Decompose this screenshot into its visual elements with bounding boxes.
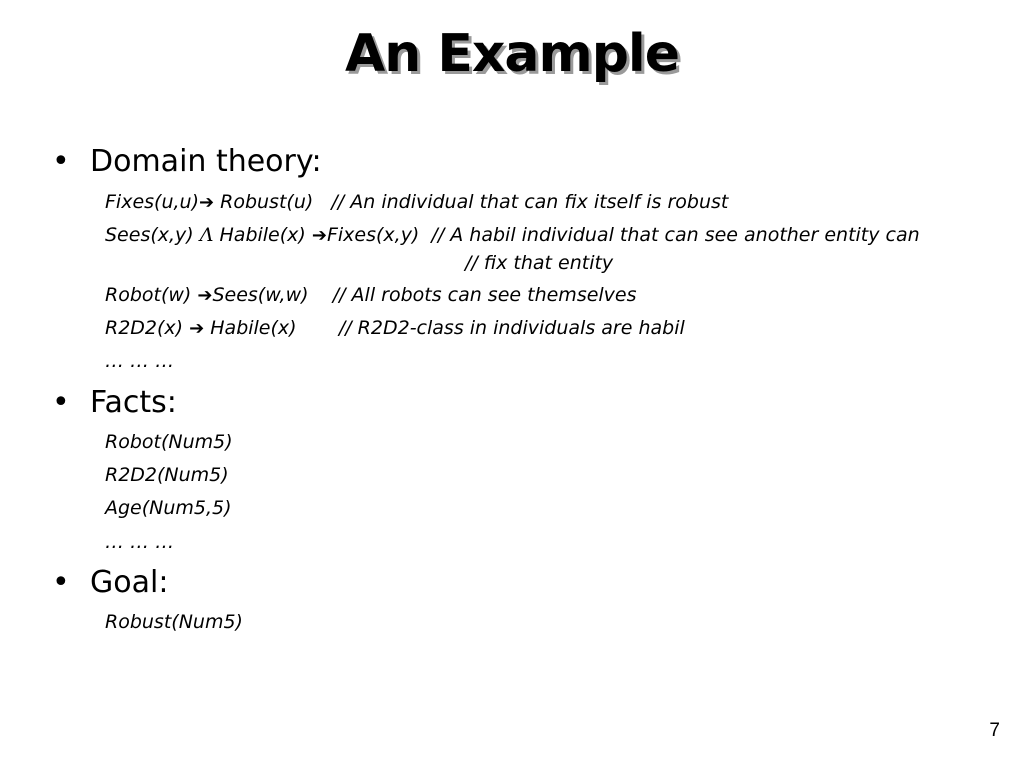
domain-ellipsis: … … …: [105, 350, 175, 372]
rule1-rhs: Robust(u) // An individual that can fix itself is robust: [214, 191, 729, 213]
fact-item: Age(Num5,5): [105, 497, 232, 519]
goal-item: Robust(Num5): [105, 611, 243, 633]
arrow-icon: ➔: [311, 225, 327, 246]
bullet-dot: •: [52, 144, 70, 179]
arrow-icon: ➔: [197, 285, 213, 306]
facts-heading: Facts:: [90, 385, 177, 420]
rule4-lhs: R2D2(x): [105, 317, 190, 339]
rule-sees-habile-fixes: [105, 224, 920, 246]
page-number: 7: [989, 720, 1000, 741]
bullet-dot: •: [52, 565, 70, 600]
bullet-facts: [52, 385, 177, 420]
goal-heading: Goal:: [90, 565, 169, 600]
rule-r2d2-habile: [105, 317, 685, 339]
bullet-goal: [52, 565, 168, 600]
arrow-icon: ➔: [199, 192, 215, 213]
arrow-icon: ➔: [189, 318, 205, 339]
rule2-mid: Habile(x): [213, 224, 312, 246]
rule1-lhs: Fixes(u,u): [105, 191, 199, 213]
rule2-rhs: Fixes(x,y) // A habil individual that can see another entity can: [326, 224, 920, 246]
domain-theory-heading: Domain theory:: [90, 144, 322, 179]
fact-item: R2D2(Num5): [105, 464, 229, 486]
slide-title: An Example: [344, 24, 680, 84]
fact-item: Robot(Num5): [105, 431, 233, 453]
facts-ellipsis: … … …: [105, 531, 175, 553]
bullet-domain-theory: [52, 144, 322, 179]
rule2-lhs: Sees(x,y): [105, 224, 200, 246]
bullet-dot: •: [52, 385, 70, 420]
rule4-rhs: Habile(x) // R2D2-class in individuals are habil: [204, 317, 685, 339]
rule2-continuation: // fix that entity: [465, 252, 614, 274]
rule-robot-sees: [105, 284, 637, 306]
rule3-lhs: Robot(w): [105, 284, 198, 306]
and-symbol: Λ: [199, 224, 214, 246]
rule3-rhs: Sees(w,w) // All robots can see themselves: [212, 284, 637, 306]
rule-fixes-robust: [105, 191, 728, 213]
